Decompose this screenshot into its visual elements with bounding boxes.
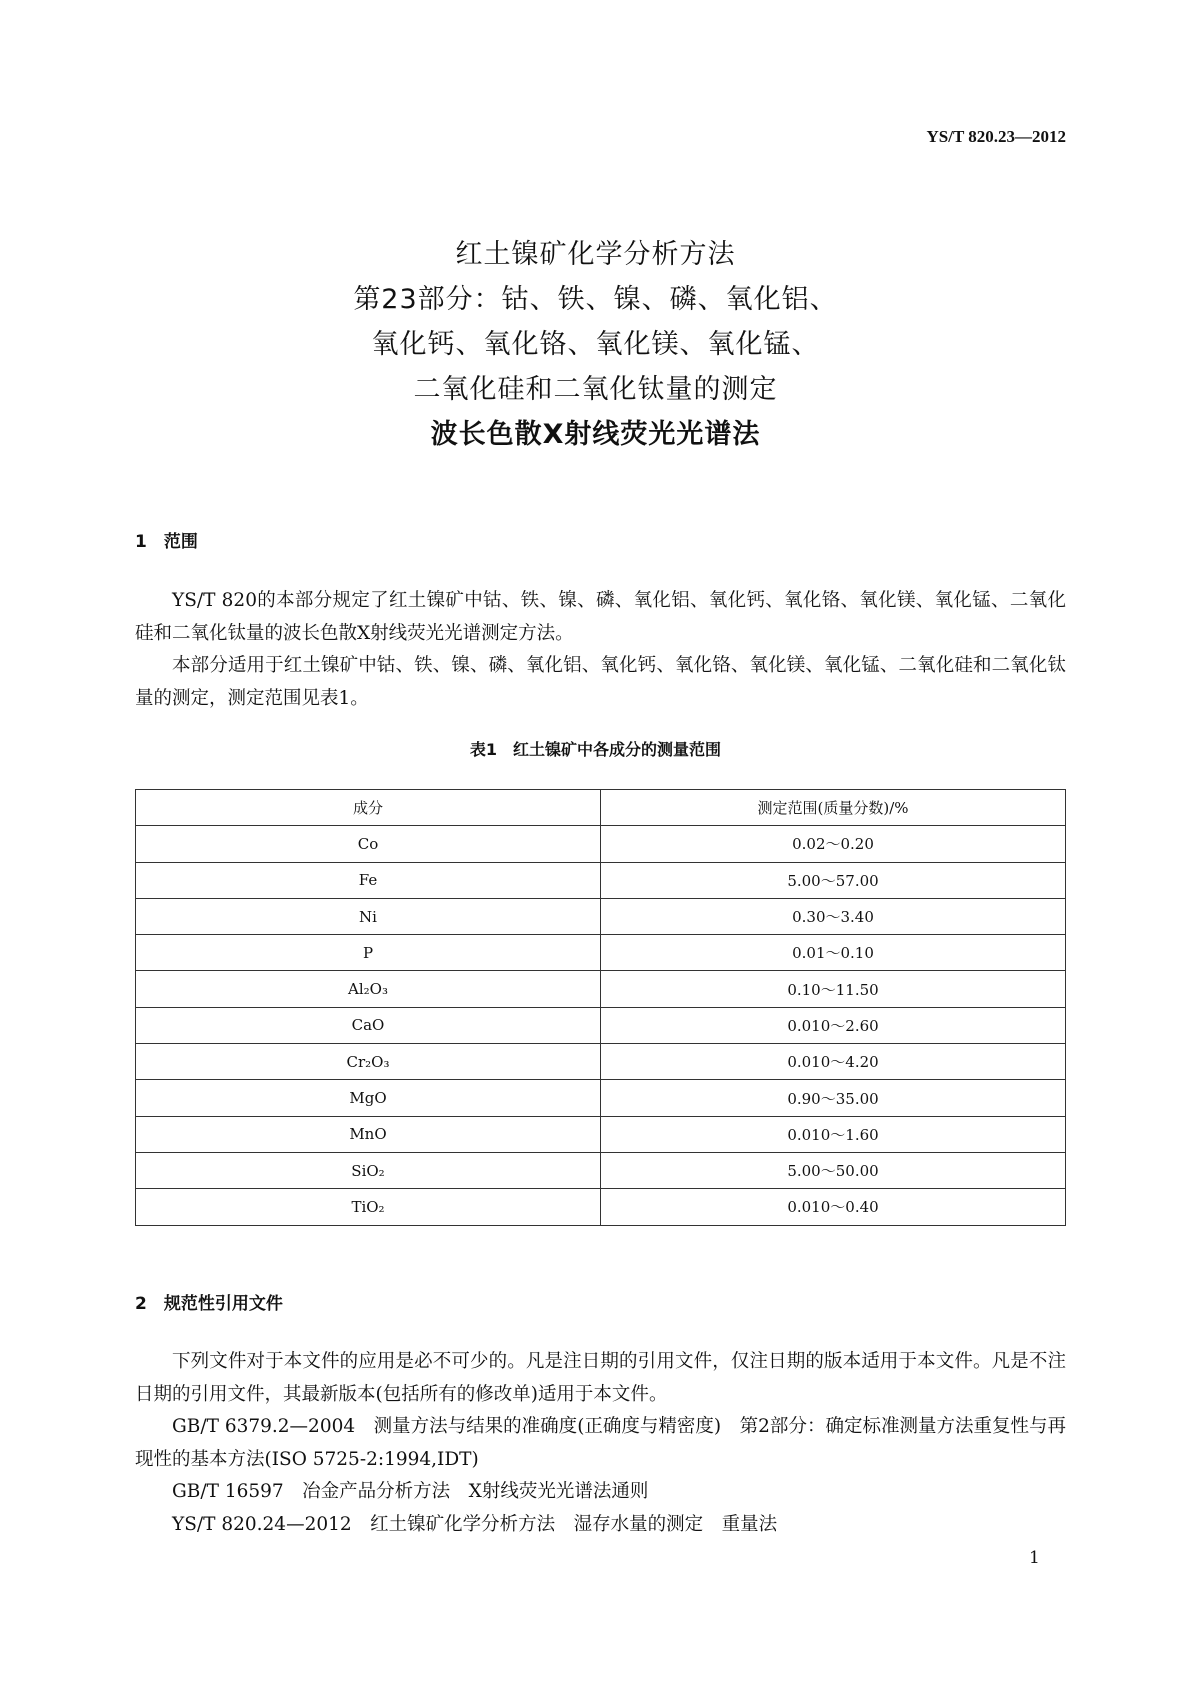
title-line: 第23部分：钴、铁、镍、磷、氧化铝、 <box>353 284 838 315</box>
title-line: 波长色散X射线荧光光谱法 <box>430 419 761 450</box>
component-cell: Co <box>136 826 601 862</box>
component-cell: MnO <box>136 1116 601 1152</box>
component-cell: Fe <box>136 862 601 898</box>
section-2-heading: 2 规范性引用文件 <box>135 1294 283 1314</box>
document-title <box>0 232 1191 457</box>
range-cell: 0.30～3.40 <box>601 898 1066 934</box>
title-line: 氧化钙、氧化铬、氧化镁、氧化锰、 <box>371 329 820 360</box>
range-cell: 0.010～0.40 <box>601 1189 1066 1225</box>
standard-number: YS/T 820.23—2012 <box>926 127 1066 146</box>
measurement-range-table <box>135 789 1066 1226</box>
column-header: 成分 <box>136 790 601 826</box>
range-cell: 0.010～2.60 <box>601 1007 1066 1043</box>
paragraph: YS/T 820的本部分规定了红土镍矿中钴、铁、镍、磷、氧化铝、氧化钙、氧化铬、氧化镁、氧化锰、二氧化硅和二氧化钛量的波长色散X射线荧光光谱测定方法。 <box>135 590 1066 644</box>
component-cell: Ni <box>136 898 601 934</box>
table-row <box>136 1080 1066 1116</box>
table-row <box>136 971 1066 1007</box>
table-row <box>136 1007 1066 1043</box>
range-cell: 5.00～50.00 <box>601 1152 1066 1188</box>
range-cell: 0.010～1.60 <box>601 1116 1066 1152</box>
page-number: 1 <box>1029 1548 1040 1568</box>
paragraph: 下列文件对于本文件的应用是必不可少的。凡是注日期的引用文件，仅注日期的版本适用于本文件。凡是不注日期的引用文件，其最新版本(包括所有的修改单)适用于本文件。 <box>135 1351 1066 1405</box>
component-cell: P <box>136 935 601 971</box>
reference-item: YS/T 820.24—2012 红土镍矿化学分析方法 湿存水量的测定 重量法 <box>172 1513 778 1535</box>
table-row <box>136 1116 1066 1152</box>
component-cell: Cr₂O₃ <box>136 1044 601 1080</box>
table-caption: 表1 红土镍矿中各成分的测量范围 <box>469 740 722 759</box>
section-1-body <box>135 585 1066 715</box>
component-cell: Al₂O₃ <box>136 971 601 1007</box>
table-row <box>136 935 1066 971</box>
reference-item: GB/T 6379.2—2004 测量方法与结果的准确度(正确度与精密度) 第2部分：确定标准测量方法重复性与再现性的基本方法(ISO 5725-2:1994,IDT) <box>135 1416 1066 1470</box>
range-cell: 0.01～0.10 <box>601 935 1066 971</box>
component-cell: SiO₂ <box>136 1152 601 1188</box>
component-cell: TiO₂ <box>136 1189 601 1225</box>
table-row <box>136 1189 1066 1225</box>
range-cell: 0.010～4.20 <box>601 1044 1066 1080</box>
table-row <box>136 898 1066 934</box>
title-line: 红土镍矿化学分析方法 <box>455 239 736 270</box>
table-row <box>136 1152 1066 1188</box>
table-row <box>136 826 1066 862</box>
range-cell: 0.02～0.20 <box>601 826 1066 862</box>
column-header: 测定范围(质量分数)/% <box>601 790 1066 826</box>
title-line: 二氧化硅和二氧化钛量的测定 <box>413 374 778 405</box>
table-row <box>136 1044 1066 1080</box>
range-cell: 0.90～35.00 <box>601 1080 1066 1116</box>
section-2-body <box>135 1346 1066 1541</box>
reference-item: GB/T 16597 冶金产品分析方法 X射线荧光光谱法通则 <box>172 1481 649 1502</box>
section-1-heading: 1 范围 <box>135 532 198 552</box>
component-cell: CaO <box>136 1007 601 1043</box>
paragraph: 本部分适用于红土镍矿中钴、铁、镍、磷、氧化铝、氧化钙、氧化铬、氧化镁、氧化锰、二氧化硅和二氧化钛量的测定，测定范围见表1。 <box>135 655 1066 709</box>
range-cell: 5.00～57.00 <box>601 862 1066 898</box>
component-cell: MgO <box>136 1080 601 1116</box>
table-row <box>136 862 1066 898</box>
range-cell: 0.10～11.50 <box>601 971 1066 1007</box>
